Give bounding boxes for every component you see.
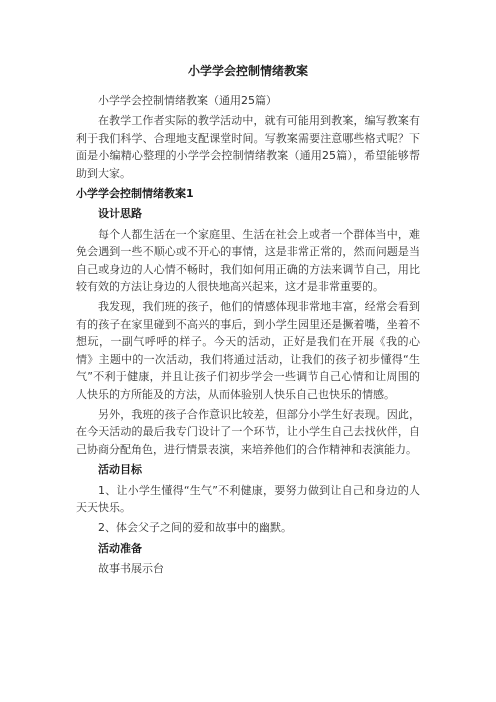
document-body [76, 92, 420, 581]
design-paragraph-3: 另外，我班的孩子合作意识比较差，但部分小学生好表现。因此，在今天活动的最后我专门设计了一个环节，让小学生自己去找伙伴，自己协商分配角色，进行情景表演，来培养他们的合作精神和表演能力。 [76, 407, 420, 456]
intro-subtitle: 小学学会控制情绪教案（通用25篇） [98, 94, 277, 107]
document-title: 小学学会控制情绪教案 [187, 64, 308, 78]
section-heading: 小学学会控制情绪教案1 [76, 187, 194, 201]
goal-item-1: 1、让小学生懂得“生气”不利健康，要努力做到让自己和身边的人天天快乐。 [76, 483, 420, 514]
design-paragraph-1: 每个人都生活在一个家庭里、生活在社会上或者一个群体当中，难免会遇到一些不顺心或不开心的事情，这是非常正常的，然而问题是当自己或身边的人心情不畅时，我们如何用正确的方法来调节自己，用比较有效的方法让身边的人很快地高兴起来，这才是非常重要的。 [76, 227, 420, 294]
prep-item-1: 故事书展示台 [98, 562, 164, 576]
design-paragraph-2: 我发现，我们班的孩子，他们的情感体现非常地丰富，经常会看到有的孩子在家里碰到不高兴的事后，到小学生园里还是撅着嘴，坐着不想玩，一副气呼呼的样子。今天的活动，正好是我们在开展《我的心情》主题中的一次活动，我们将通过活动，让我们的孩子初步懂得“生气”不利于健康，并且让孩子们初步学会一些调节自己心情和让周围的人快乐的方所能及的方法，从而体验别人快乐自己也快乐的情感。 [76, 300, 420, 401]
goals-heading: 活动目标 [98, 463, 142, 477]
goal-item-2: 2、体会父子之间的爱和故事中的幽默。 [98, 521, 292, 535]
prep-heading: 活动准备 [98, 541, 142, 555]
design-heading: 设计思路 [98, 207, 142, 221]
intro-paragraph: 在教学工作者实际的教学活动中，就有可能用到教案，编写教案有利于我们科学、合理地支配课堂时间。写教案需要注意哪些格式呢？下面是小编精心整理的小学学会控制情绪教案（通用25篇），希望能够帮助到大家。 [76, 114, 420, 180]
